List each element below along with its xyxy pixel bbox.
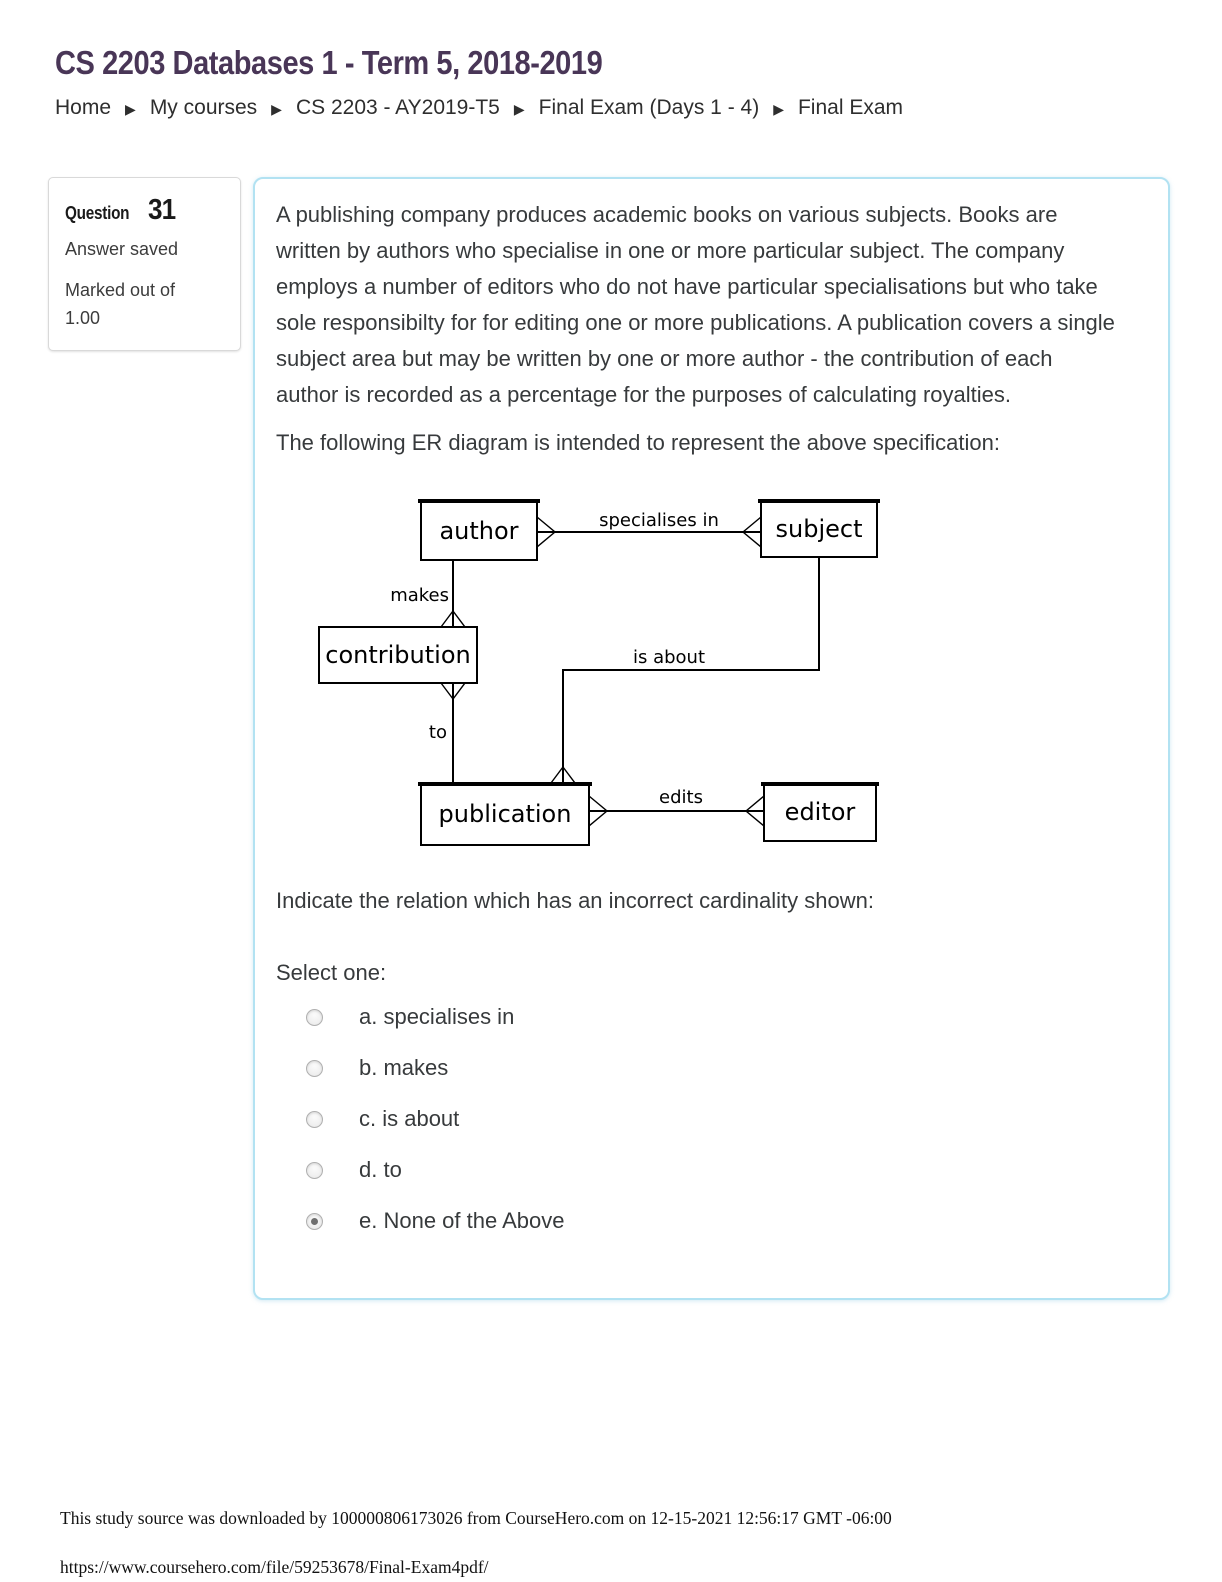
er-diagram-image [301,475,921,855]
breadcrumb-arrow-icon: ▶ [271,100,282,117]
option-c[interactable] [306,1107,1128,1131]
answer-options [306,1005,1128,1233]
question-number: 31 [147,194,175,226]
breadcrumb-home[interactable]: Home [55,96,112,119]
question-prompt: Indicate the relation which has an incorrect cardinality shown: [276,888,874,913]
coursehero-url: https://www.coursehero.com/file/59253678/Final-Exam4pdf/ [60,1557,489,1577]
entity-author-label: author [439,517,519,545]
entity-subject-label: subject [775,515,863,543]
rel-edits-label: edits [659,787,703,808]
option-a-label: a. specialises in [359,1004,515,1029]
question-label: Question [65,203,130,223]
breadcrumb-arrow-icon: ▶ [773,100,784,117]
page-title: CS 2203 Databases 1 - Term 5, 2018-2019 [55,44,603,81]
breadcrumb-arrow-icon: ▶ [125,100,136,117]
crows-foot-marks [438,517,764,828]
radio-option-e-selected[interactable] [306,1213,323,1230]
option-d-label: d. to [359,1157,402,1182]
option-e-label: e. None of the Above [359,1208,565,1233]
rel-to-label: to [428,722,447,743]
entity-publication-label: publication [438,800,572,828]
radio-option-c[interactable] [306,1111,323,1128]
coursehero-download-note: This study source was downloaded by 100000806173026 from CourseHero.com on 12-15-2021 12:56:17 GMT -06:00 [60,1508,892,1528]
rel-specialises-in-label: specialises in [599,510,719,531]
radio-option-b[interactable] [306,1060,323,1077]
rel-makes-label: makes [390,585,449,606]
breadcrumb [55,96,903,120]
breadcrumb-final-exam-days[interactable]: Final Exam (Days 1 - 4) [538,96,760,119]
option-c-label: c. is about [359,1106,460,1131]
entity-contribution-label: contribution [325,641,471,669]
option-e[interactable] [306,1209,1128,1233]
breadcrumb-arrow-icon: ▶ [513,100,525,117]
breadcrumb-final-exam[interactable]: Final Exam [797,96,904,119]
option-d[interactable] [306,1158,1128,1182]
question-info-panel [48,177,241,351]
marked-out-of: Marked out of 1.00 [65,280,176,328]
select-one-label: Select one: [276,960,387,985]
option-a[interactable] [306,1005,1128,1029]
diagram-intro-text: The following ER diagram is intended to represent the above specification: [276,430,1000,455]
radio-option-a[interactable] [306,1009,323,1026]
option-b-label: b. makes [359,1055,449,1080]
entity-editor-label: editor [784,798,856,826]
question-content-panel [253,177,1170,1300]
answer-status: Answer saved [65,239,179,259]
breadcrumb-my-courses[interactable]: My courses [149,96,258,119]
radio-option-d[interactable] [306,1162,323,1179]
question-text: A publishing company produces academic books on various subjects. Books are written by authors who specialise in one or more particular subject. The company employs a number of editors who do not have particular specialisations but who take sole responsibilty for for editing one or more publications. A publication covers a single subject area but may be written by one or more author - the contribution of each author is recorded as a percentage for the purposes of calculating royalties. [276,202,1115,407]
breadcrumb-course[interactable]: CS 2203 - AY2019-T5 [295,96,500,119]
rel-is-about-label: is about [632,647,706,668]
option-b[interactable] [306,1056,1128,1080]
